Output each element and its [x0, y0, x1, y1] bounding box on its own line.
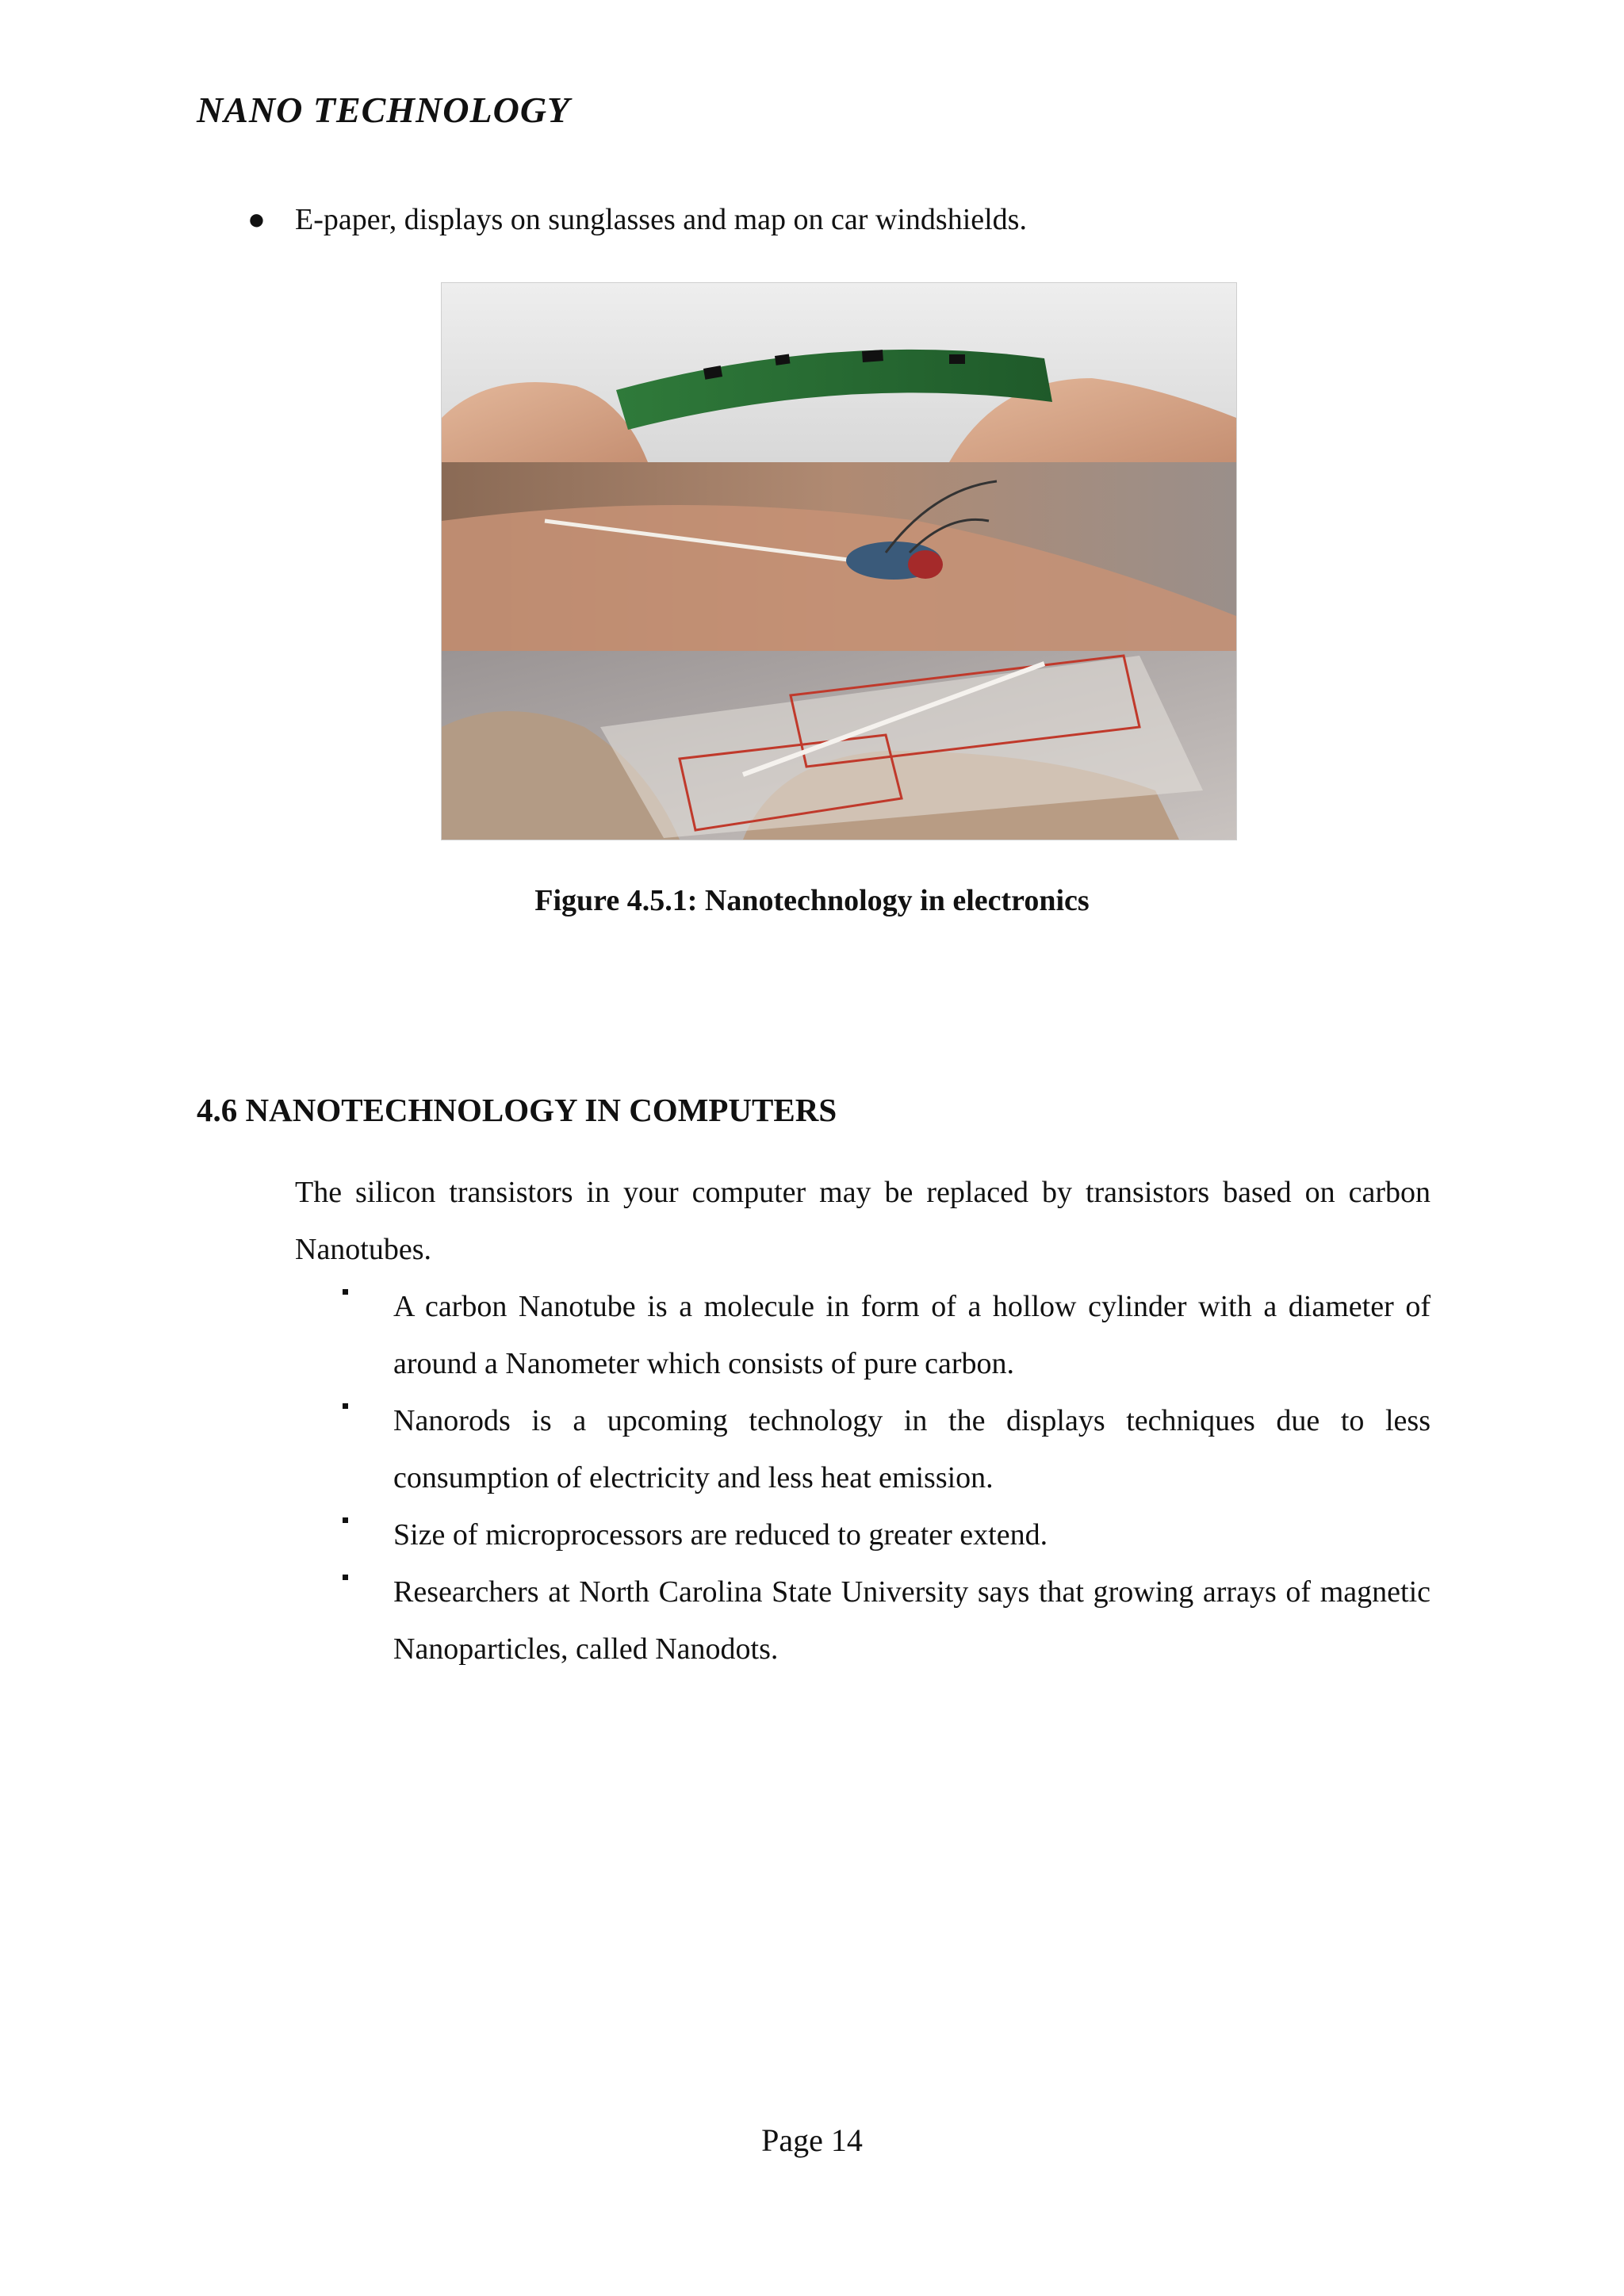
square-bullet-icon [343, 1403, 348, 1409]
square-bullet-icon [343, 1517, 348, 1523]
list-item [393, 1278, 1431, 1392]
square-bullet-icon [343, 1289, 348, 1295]
intro-paragraph: The silicon transistors in your computer may be replaced by transistors based on carbon Nanotubes. [295, 1176, 1431, 1266]
bullet-list [393, 1278, 1431, 1678]
square-bullet-icon [343, 1575, 348, 1580]
list-item [393, 1392, 1431, 1506]
section-heading: 4.6 NANOTECHNOLOGY IN COMPUTERS [197, 1092, 837, 1128]
running-header-title: NANO TECHNOLOGY [197, 90, 571, 130]
list-item-text: Size of microprocessors are reduced to greater extend. [393, 1518, 1048, 1552]
list-item [393, 1506, 1431, 1563]
list-item-text: Nanorods is a upcoming technology in the displays techniques due to less consumption of electricity and less heat emission. [393, 1404, 1431, 1494]
list-item-text: A carbon Nanotube is a molecule in form of a hollow cylinder with a diameter of around a Nanometer which consists of pure carbon. [393, 1290, 1431, 1380]
list-item-text: Researchers at North Carolina State University says that growing arrays of magnetic Nanoparticles, called Nanodots. [393, 1575, 1431, 1666]
bullet-text: E-paper, displays on sunglasses and map on car windshields. [295, 203, 1027, 236]
list-item [393, 1563, 1431, 1678]
nanotech-electronics-photo-collage [442, 283, 1236, 840]
page-number: Page 14 [761, 2122, 863, 2158]
bullet-dot-icon: ● [247, 203, 266, 236]
list-item [247, 198, 1027, 241]
figure-image [441, 282, 1237, 840]
figure-caption: Figure 4.5.1: Nanotechnology in electronics [534, 884, 1090, 917]
